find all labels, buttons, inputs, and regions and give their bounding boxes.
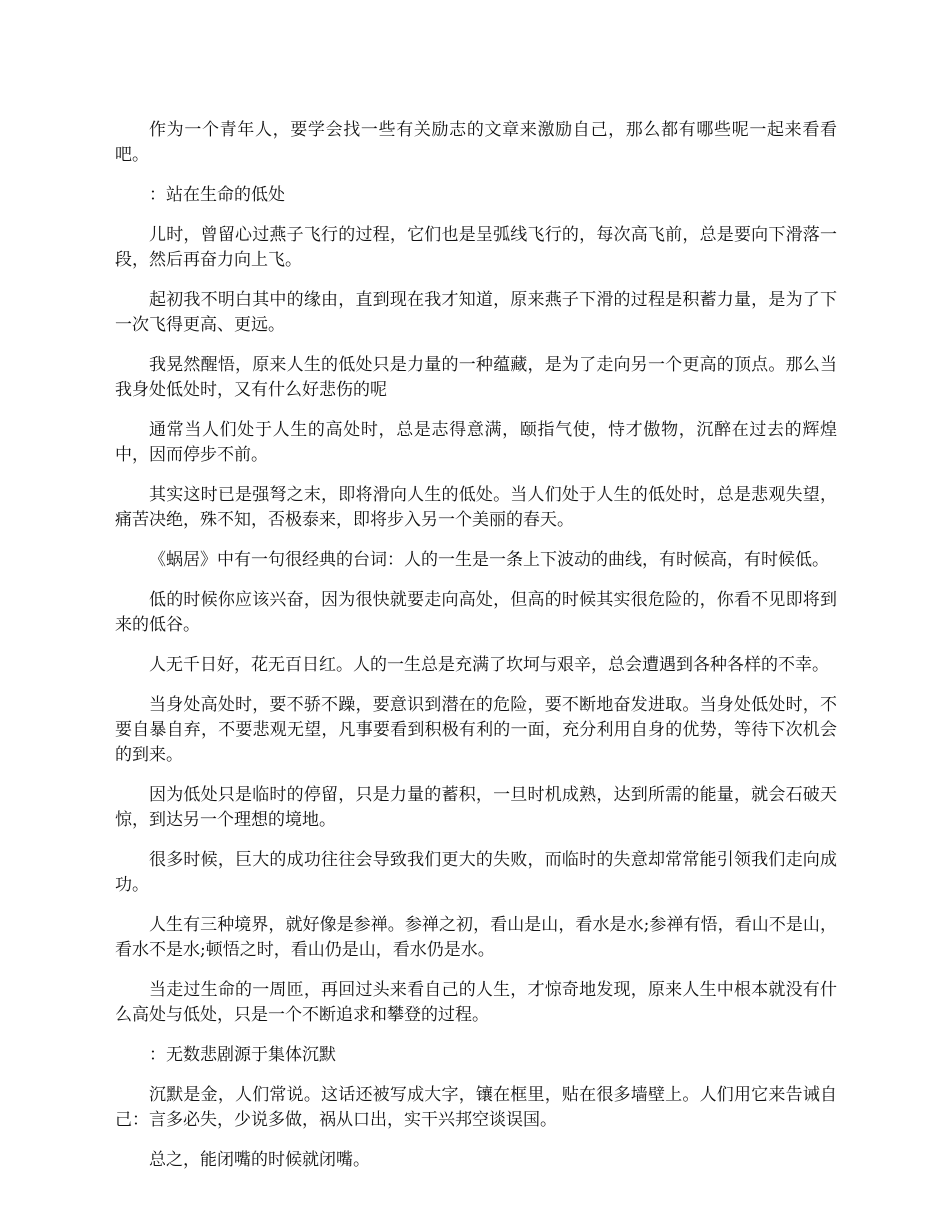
paragraph: 其实这时已是强弩之末，即将滑向人生的低处。当人们处于人生的低处时，总是悲观失望，痛苦决绝，殊不知，否极泰来，即将步入另一个美丽的春天。	[115, 485, 837, 530]
section-heading-2: ：无数悲剧源于集体沉默	[149, 1045, 336, 1065]
paragraph: 当身处高处时，要不骄不躁，要意识到潜在的危险，要不断地奋发进取。当身处低处时，不要自暴自弃，不要悲观无望，凡事要看到积极有利的一面，充分利用自身的优势，等待下次机会的到来。	[115, 695, 837, 765]
intro-paragraph: 作为一个青年人，要学会找一些有关励志的文章来激励自己，那么都有哪些呢一起来看看吧。	[115, 120, 837, 165]
paragraph: 人无千日好，花无百日红。人的一生总是充满了坎坷与艰辛，总会遭遇到各种各样的不幸。	[149, 655, 829, 675]
paragraph: 我晃然醒悟，原来人生的低处只是力量的一种蕴藏，是为了走向另一个更高的顶点。那么当我身处低处时，又有什么好悲伤的呢	[115, 355, 837, 400]
paragraph: 儿时，曾留心过燕子飞行的过程，它们也是呈弧线飞行的，每次高飞前，总是要向下滑落一段，然后再奋力向上飞。	[115, 225, 837, 270]
paragraph: 起初我不明白其中的缘由，直到现在我才知道，原来燕子下滑的过程是积蓄力量，是为了下一次飞得更高、更远。	[115, 290, 837, 335]
paragraph: 低的时候你应该兴奋，因为很快就要走向高处，但高的时候其实很危险的，你看不见即将到来的低谷。	[115, 590, 837, 635]
paragraph: 当走过生命的一周匝，再回过头来看自己的人生，才惊奇地发现，原来人生中根本就没有什么高处与低处，只是一个不断追求和攀登的过程。	[115, 980, 837, 1025]
paragraph: 通常当人们处于人生的高处时，总是志得意满，颐指气使，恃才傲物，沉醉在过去的辉煌中，因而停步不前。	[115, 420, 837, 465]
paragraph: 《蜗居》中有一句很经典的台词：人的一生是一条上下波动的曲线，有时候高，有时候低。	[149, 550, 829, 570]
section-heading-1: ：站在生命的低处	[149, 185, 285, 205]
paragraph: 因为低处只是临时的停留，只是力量的蓄积，一旦时机成熟，达到所需的能量，就会石破天惊，到达另一个理想的境地。	[115, 785, 837, 830]
paragraph: 总之，能闭嘴的时候就闭嘴。	[149, 1150, 370, 1170]
document-body	[115, 118, 837, 1188]
paragraph: 沉默是金，人们常说。这话还被写成大字，镶在框里，贴在很多墙壁上。人们用它来告诫自己：言多必失，少说多做，祸从口出，实干兴邦空谈误国。	[115, 1085, 837, 1130]
paragraph: 很多时候，巨大的成功往往会导致我们更大的失败，而临时的失意却常常能引领我们走向成功。	[115, 850, 837, 895]
paragraph: 人生有三种境界，就好像是参禅。参禅之初，看山是山，看水是水;参禅有悟，看山不是山，看水不是水;顿悟之时，看山仍是山，看水仍是水。	[115, 915, 837, 960]
